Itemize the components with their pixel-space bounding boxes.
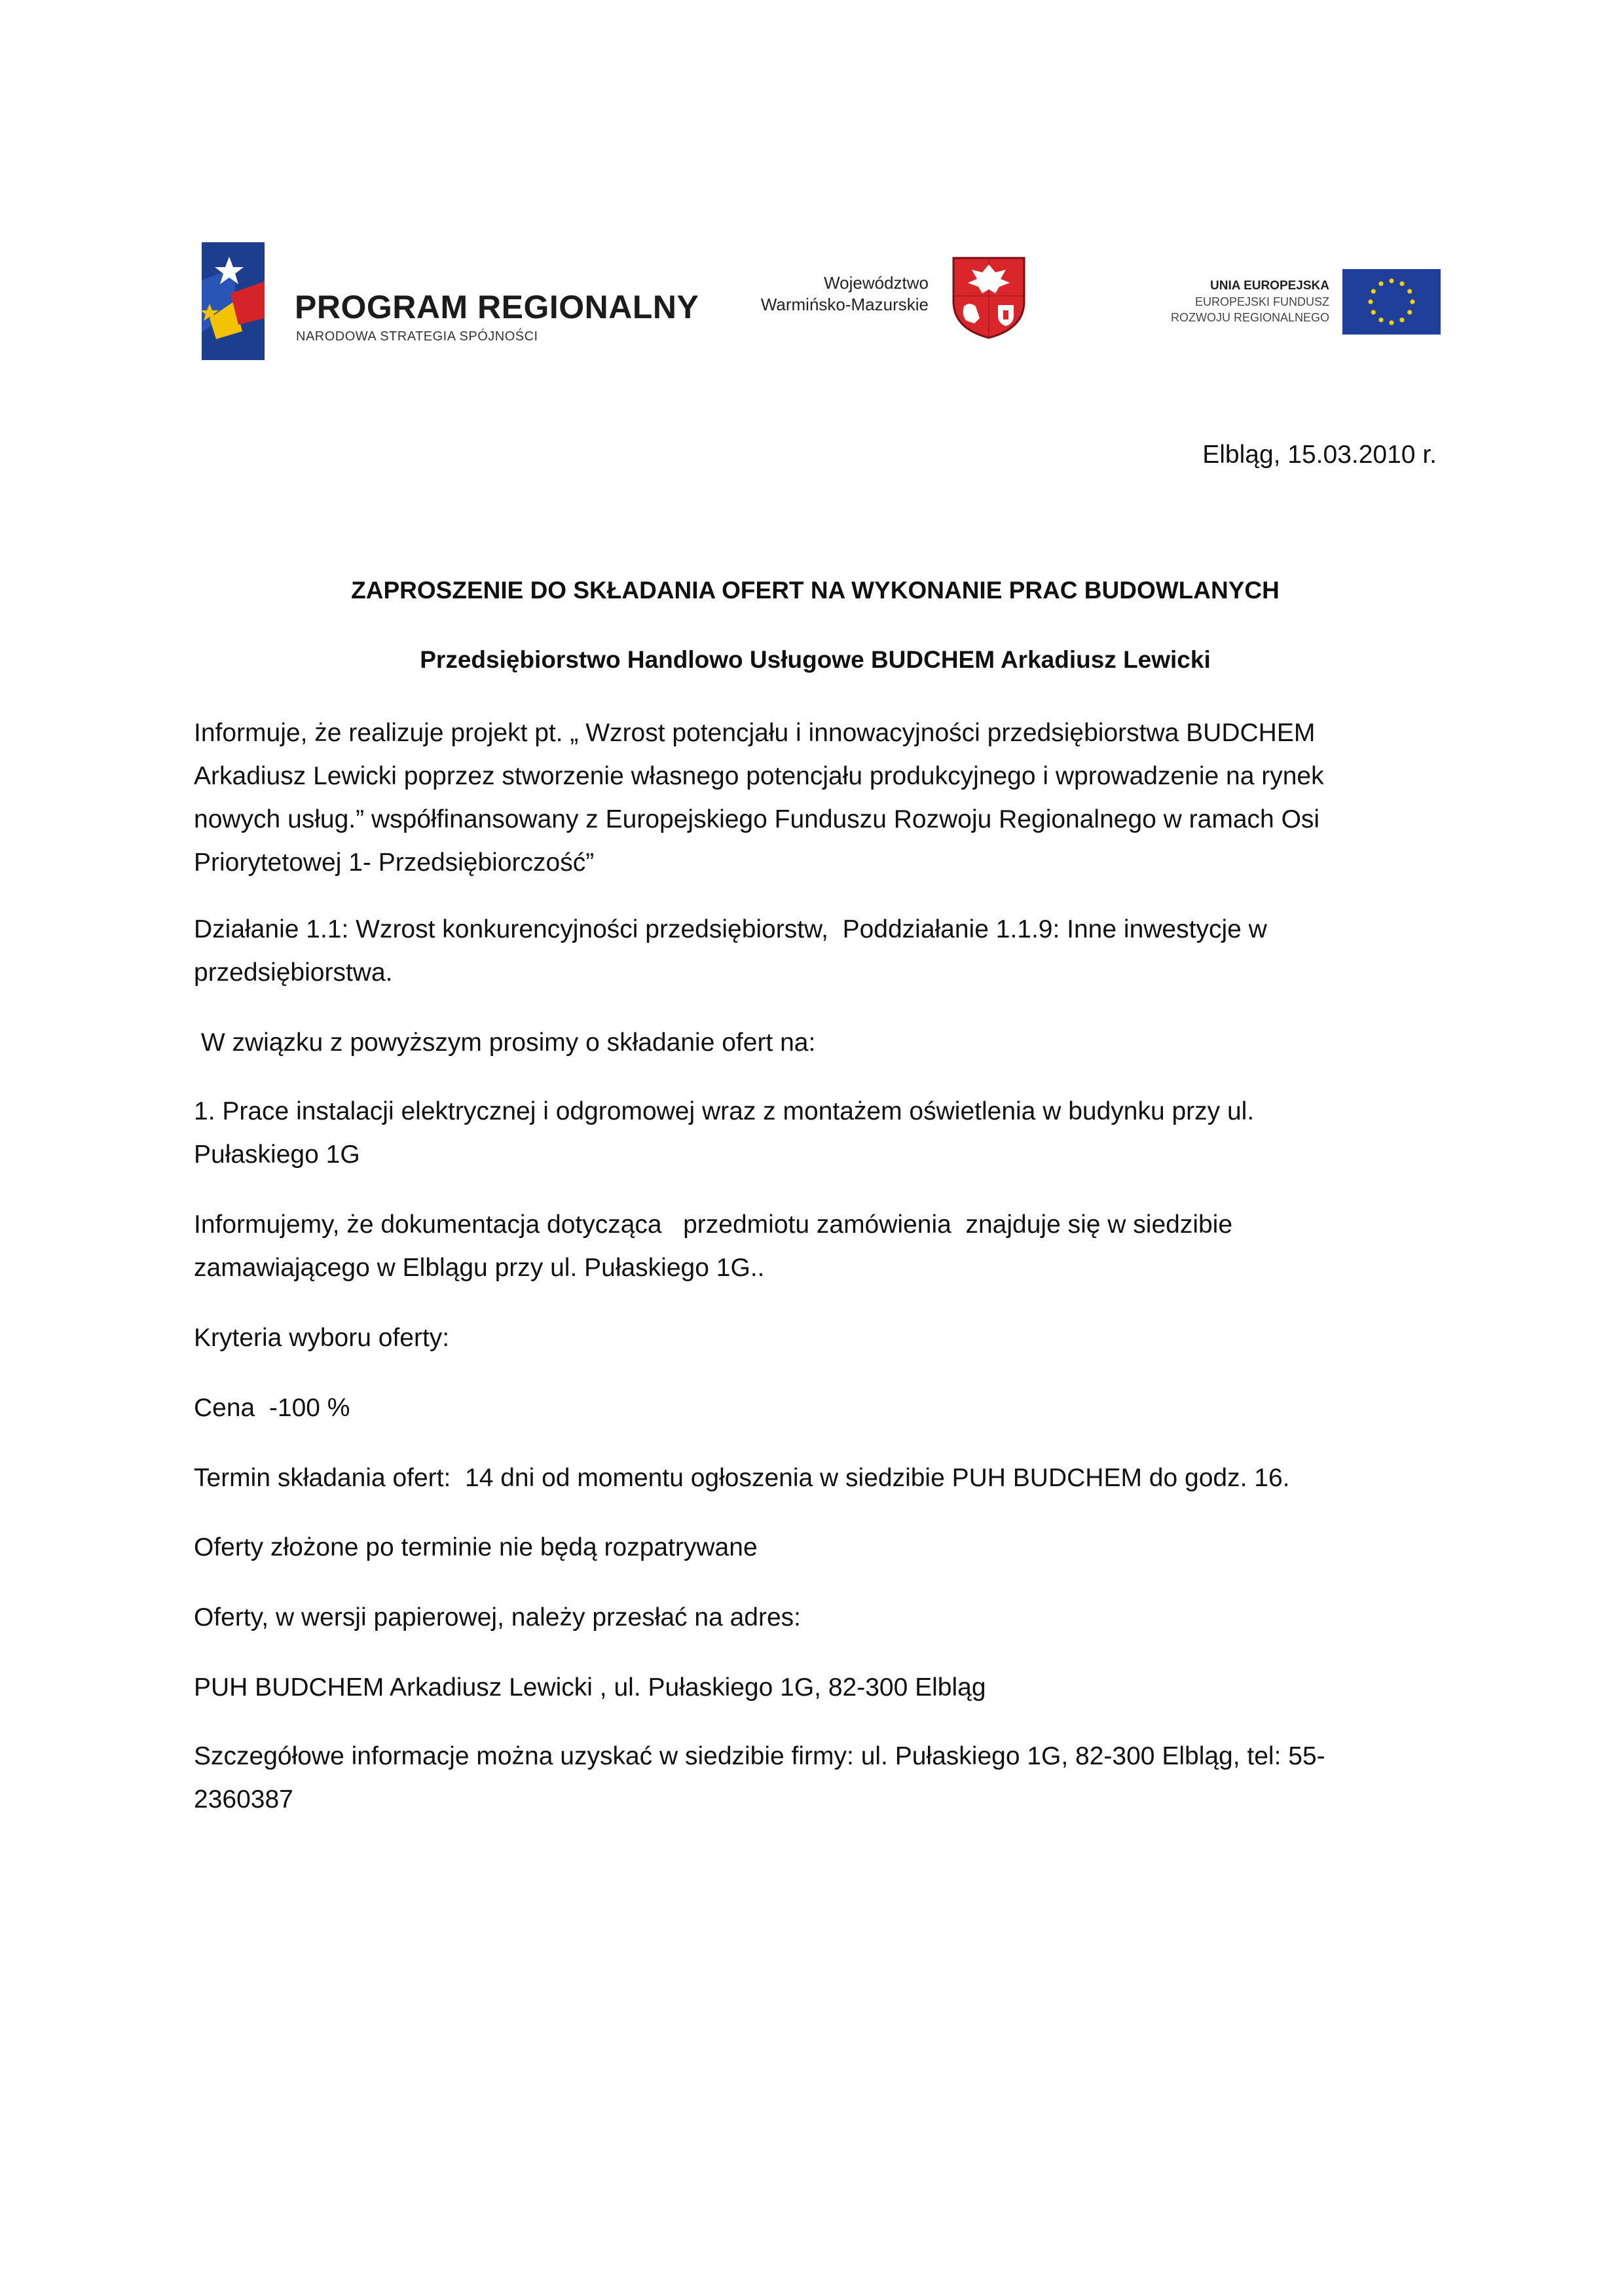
document-title: ZAPROSZENIE DO SKŁADANIA OFERT NA WYKONANIE PRAC BUDOWLANYCH [351,577,1280,604]
item-line: Pułaskiego 1G [194,1140,360,1169]
program-regionalny-title: PROGRAM REGIONALNY [295,289,699,325]
wojewodztwo-text [761,272,929,316]
deadline-paragraph: Termin składania ofert: 14 dni od momentu ogłoszenia w siedzibie PUH BUDCHEM do godz. 16. [194,1464,1290,1492]
request-paragraph: W związku z powyższym prosimy o składanie ofert na: [194,1029,816,1057]
address-paragraph: PUH BUDCHEM Arkadiusz Lewicki , ul. Pułaskiego 1G, 82-300 Elbląg [194,1673,986,1702]
company-name: Przedsiębiorstwo Handlowo Usługowe BUDCHEM Arkadiusz Lewicki [420,646,1211,673]
details-line: 2360387 [194,1785,293,1813]
ue-line3: ROZWOJU REGIONALNEGO [1170,311,1329,324]
intro-line: Arkadiusz Lewicki poprzez stworzenie własnego potencjału produkcyjnego i wprowadzenie na rynek [194,762,1324,790]
dzialanie-paragraph [194,908,1438,994]
unia-europejska-logo [1153,265,1441,344]
document-date: Elbląg, 15.03.2010 r. [1202,441,1437,469]
intro-line: Informuje, że realizuje projekt pt. „ Wzrost potencjału i innowacyjności przedsiębiorstwa BUDCHEM [194,719,1316,747]
program-regionalny-subtitle: NARODOWA STRATEGIA SPÓJNOŚCI [296,329,538,344]
details-line: Szczegółowe informacje można uzyskać w siedzibie firmy: ul. Pułaskiego 1G, 82-300 Elbląg, tel: 55- [194,1742,1325,1770]
details-paragraph [194,1735,1438,1821]
eu-flag-icon [1342,269,1441,335]
item-paragraph [194,1090,1438,1176]
documentation-paragraph [194,1203,1438,1290]
intro-line: nowych usług.” współfinansowany z Europejskiego Funduszu Rozwoju Regionalnego w ramach Osi [194,805,1320,833]
late-offers-paragraph: Oferty złożone po terminie nie będą rozpatrywane [194,1533,758,1561]
item-line: 1. Prace instalacji elektrycznej i odgromowej wraz z montażem oświetlenia w budynku przy ul. [194,1097,1255,1125]
ue-line2: EUROPEJSKI FUNDUSZ [1194,295,1329,308]
header-logos [190,229,1447,373]
intro-line: Priorytetowej 1- Przedsiębiorczość” [194,848,595,877]
wojewodztwo-line1: Województwo [824,273,929,293]
intro-paragraph [194,712,1438,884]
documentation-line: Informujemy, że dokumentacja dotycząca przedmiotu zamówienia znajduje się w siedzibie [194,1211,1233,1239]
wojewodztwo-line2: Warmińsko-Mazurskie [760,295,929,314]
send-info-paragraph: Oferty, w wersji papierowej, należy przesłać na adres: [194,1603,801,1631]
dzialanie-line: Działanie 1.1: Wzrost konkurencyjności przedsiębiorstw, Poddziałanie 1.1.9: Inne inwestycje w [194,915,1267,943]
dzialanie-line: przedsiębiorstwa. [194,958,393,987]
ue-line1: UNIA EUROPEJSKA [1210,279,1329,293]
program-regionalny-emblem-icon [196,241,268,362]
criteria-label: Kryteria wyboru oferty: [194,1324,450,1352]
program-regionalny-logo [196,241,699,362]
warminsko-mazurskie-crest-icon [950,255,1028,340]
documentation-line: zamawiającego w Elblągu przy ul. Pułaskiego 1G.. [194,1254,765,1282]
wojewodztwo-logo [747,255,1028,340]
ue-text [1171,278,1329,325]
criteria-value: Cena -100 % [194,1394,350,1422]
